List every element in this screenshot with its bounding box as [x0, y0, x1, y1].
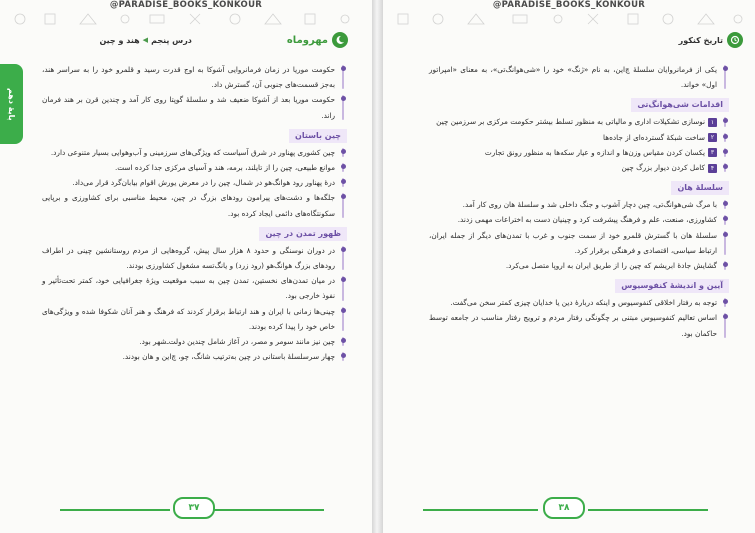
brand-name: مهروماه: [286, 34, 328, 46]
list-item: موانع طبیعی، چین را از تایلند، برمه، هند و آسیای مرکزی جدا کرده است.: [42, 160, 347, 175]
numbered-item: ۴کامل کردن دیوار بزرگ چین: [429, 160, 729, 175]
channel-handle: @PARADISE_BOOKS_KONKOUR: [109, 0, 263, 10]
list-item: چین نیز مانند سومر و مصر، در آغاز شامل چندین دولت‌ـ‌شهر بود.: [42, 334, 347, 349]
numbered-item: ۳یکسان کردن مقیاس وزن‌ها و اندازه و عیار سکه‌ها به منظور رونق تجارت: [429, 145, 729, 160]
list-item: حکومت موریا در زمان فرمانروایی آشوکا به اوج قدرت رسید و قلمرو خود را به سراسر هند، به‌جز قسمت‌های جنوبی آن، گسترش داد.: [42, 62, 347, 92]
list-item: سلسلهٔ هان با گسترش قلمرو خود از سمت جنوب و غرب با تمدن‌های دیگر از جمله ایران، ارتباط سیاسی، اقتصادی و فرهنگی برقرار کرد.: [429, 228, 729, 258]
section-heading-rise-of-civilization: ظهور تمدن در چین: [259, 227, 347, 241]
channel-handle: @PARADISE_BOOKS_KONKOUR: [492, 0, 646, 10]
section-heading-ancient-china: چین باستان: [289, 129, 347, 143]
list-item: چهار سرسلسلهٔ باستانی در چین به‌ترتیب شانگ، چو، چ‌این و هان بودند.: [42, 349, 347, 364]
footer-rule: [588, 509, 708, 511]
brand-logo: [287, 32, 348, 48]
history-icon: [727, 32, 743, 48]
list-item: چینی‌ها زمانی با ایران و هند ارتباط برقرار کردند که فرهنگ و هنر آنان شکوفا شده و ویژگی‌های خاص خود را پیدا کرده بودند.: [42, 304, 347, 334]
decorative-doodles: [0, 11, 372, 27]
list-item: یکی از فرمانروایان سلسلهٔ چ‌این، به نام «ژنگ» خود را «شی‌هوانگ‌تی»، به معنای «امپراتور اول» خواند.: [429, 62, 729, 92]
breadcrumb: [99, 36, 191, 45]
chevron-left-icon: ◀: [142, 36, 149, 44]
page-number: ۳۸: [543, 497, 585, 519]
page-title: تاریخ کنکور: [678, 35, 723, 45]
section-heading-han-dynasty: سلسلهٔ هان: [671, 181, 729, 195]
footer-rule: [60, 509, 170, 511]
left-content: [42, 62, 347, 364]
numbered-item: ۲ساخت شبکهٔ گسترده‌ای از جاده‌ها: [429, 130, 729, 145]
list-item: گشایش جادهٔ ابریشم که چین را از طریق ایران به اروپا متصل می‌کرد.: [429, 258, 729, 273]
list-item: در دوران نوسنگی و حدود ۸ هزار سال پیش، گروه‌هایی از مردم روستانشین چینی در اطراف رودهای بزرگ هوانگ‌هو (رود زرد) و یانگ‌تسه مشغول کشاورزی بودند.: [42, 243, 347, 273]
right-content: [429, 62, 729, 341]
left-page: [0, 0, 372, 533]
crumb-lesson: درس پنجم: [151, 35, 192, 45]
grade-side-tab[interactable]: پایهٔ دهم: [0, 64, 23, 144]
list-item: چین کشوری پهناور در شرق آسیاست که ویژگی‌های سرزمینی و آب‌وهوایی بسیار متنوعی دارد.: [42, 145, 347, 160]
moon-icon: [332, 32, 348, 48]
page-number: ۳۷: [173, 497, 215, 519]
list-item: جلگه‌ها و دشت‌های پیرامون رودهای بزرگ در چین، محیط مناسبی برای کشاورزی و برپایی سکونتگاه‌های دائمی ایجاد کرده بود.: [42, 190, 347, 220]
numbered-item: ۱نوسازی تشکیلات اداری و مالیاتی به منظور تسلط بیشتر حکومت مرکزی بر سرزمین چین: [429, 114, 729, 129]
crumb-topic: هند و چین: [99, 35, 140, 45]
list-item: در میان تمدن‌های نخستین، تمدن چین به سبب موقعیت ویژهٔ جغرافیایی خود، کمتر تحت‌تأثیر و نفوذ خارجی بود.: [42, 273, 347, 303]
section-heading-confucius: آیین و اندیشهٔ کنفوسیوس: [615, 279, 729, 293]
book-spine: [372, 0, 383, 533]
right-page: [383, 0, 755, 533]
footer-rule: [423, 509, 538, 511]
list-item: درهٔ پهناور رود هوانگ‌هو در شمال، چین را در معرض یورش اقوام بیابان‌گرد قرار می‌داد.: [42, 175, 347, 190]
footer-rule: [214, 509, 324, 511]
page-header: [679, 32, 743, 48]
decorative-doodles: [383, 11, 755, 27]
list-item: با مرگ شی‌هوانگ‌تی، چین دچار آشوب و جنگ داخلی شد و سلسلهٔ هان روی کار آمد.: [429, 197, 729, 212]
list-item: کشاورزی، صنعت، علم و فرهنگ پیشرفت کرد و چینیان دست به اختراعات مهمی زدند.: [429, 212, 729, 227]
section-heading-shi-huangdi: اقدامات شی‌هوانگ‌تی: [631, 98, 729, 112]
list-item: اساس تعالیم کنفوسیوس مبتنی بر چگونگی رفتار مردم و ترویج رفتار مناسب در جامعه توسط حاکمان بود.: [429, 310, 729, 340]
list-item: حکومت موریا بعد از آشوکا ضعیف شد و سلسلهٔ گوپتا روی کار آمد و چندین قرن بر هند فرمان راند.: [42, 92, 347, 122]
list-item: توجه به رفتار اخلاقی کنفوسیوس و اینکه دربارهٔ دین یا خدایان چیزی کمتر سخن می‌گفت.: [429, 295, 729, 310]
